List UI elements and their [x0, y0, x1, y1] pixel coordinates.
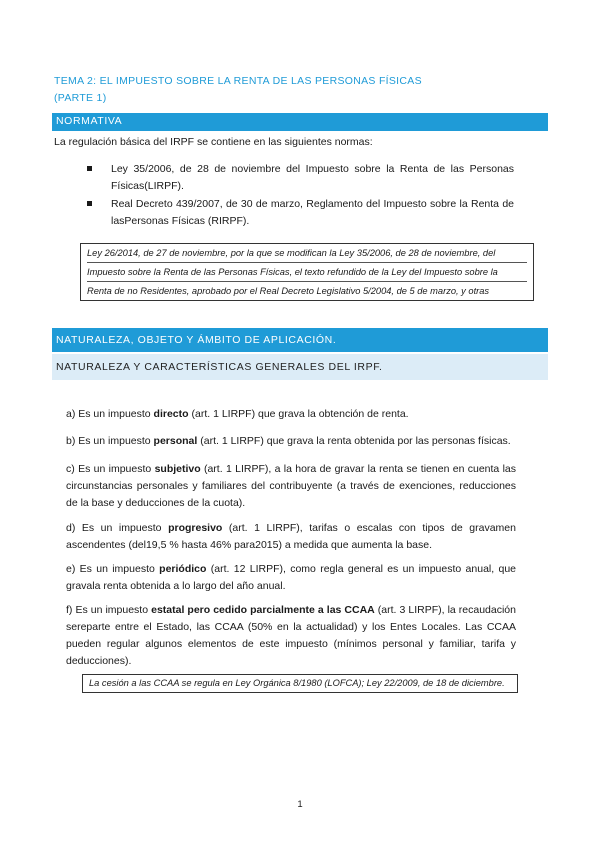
item-d: d) Es un impuesto progresivo (art. 1 LIRPF), tarifas o escalas con tipos de gravamen ascendentes (del19,5 % hasta 46% para2015) a medida que aumenta la base. — [66, 522, 516, 551]
title-line-2: (PARTE 1) — [54, 92, 107, 104]
page-number: 1 — [297, 799, 303, 810]
bullet-square-icon — [87, 166, 92, 171]
normativa-list — [82, 161, 514, 231]
note-line: Impuesto sobre la Renta de las Personas Físicas, el texto refundido de la Ley del Impuesto sobre la — [87, 263, 527, 282]
item-f: f) Es un impuesto estatal pero cedido parcialmente a las CCAA (art. 3 LIRPF), la recaudación sereparte entre el Estado, las CCAA (50% en la actualidad) y los Entes Locales. Las CCAA pueden regular algunos elementos de este impuesto (mínimos personal y familiar, tarifa y deducciones). — [66, 604, 516, 667]
normativa-intro: La regulación básica del IRPF se contiene en las siguientes normas: — [54, 136, 373, 148]
list-item: Real Decreto 439/2007, de 30 de marzo, Reglamento del Impuesto sobre la Renta de lasPersonas Físicas (RIRPF). — [82, 196, 514, 230]
list-item: Ley 35/2006, de 28 de noviembre del Impuesto sobre la Renta de las Personas Físicas(LIRPF). — [82, 161, 514, 195]
subsection-heading-caracteristicas: NATURALEZA Y CARACTERÍSTICAS GENERALES DEL IRPF. — [52, 354, 548, 380]
item-b: b) Es un impuesto personal (art. 1 LIRPF) que grava la renta obtenida por las personas físicas. — [66, 435, 511, 447]
item-c: c) Es un impuesto subjetivo (art. 1 LIRPF), a la hora de gravar la renta se tienen en cuenta las circunstancias personales y familiares del contribuyente (a través de exenciones, reducciones de la base y deducciones de la cuota). — [66, 463, 516, 509]
note-line: Renta de no Residentes, aprobado por el Real Decreto Legislativo 5/2004, de 5 de marzo, y otras — [87, 286, 490, 296]
bullet-square-icon — [87, 201, 92, 206]
normativa-note-box — [80, 243, 534, 301]
section-heading-naturaleza: NATURALEZA, OBJETO Y ÁMBITO DE APLICACIÓN. — [52, 328, 548, 352]
item-a: a) Es un impuesto directo (art. 1 LIRPF) que grava la obtención de renta. — [66, 408, 409, 420]
cesion-note-box: La cesión a las CCAA se regula en Ley Orgánica 8/1980 (LOFCA); Ley 22/2009, de 18 de diciembre. — [82, 674, 518, 693]
note-line: Ley 26/2014, de 27 de noviembre, por la que se modifican la Ley 35/2006, de 28 de noviembre, del — [87, 244, 527, 263]
title-line-1: TEMA 2: EL IMPUESTO SOBRE LA RENTA DE LAS PERSONAS FÍSICAS — [54, 75, 422, 87]
section-heading-normativa: NORMATIVA — [52, 113, 548, 131]
document-title — [54, 73, 422, 107]
item-e: e) Es un impuesto periódico (art. 12 LIRPF), como regla general es un impuesto anual, que gravala renta obtenida a lo largo del año anual. — [66, 563, 516, 592]
